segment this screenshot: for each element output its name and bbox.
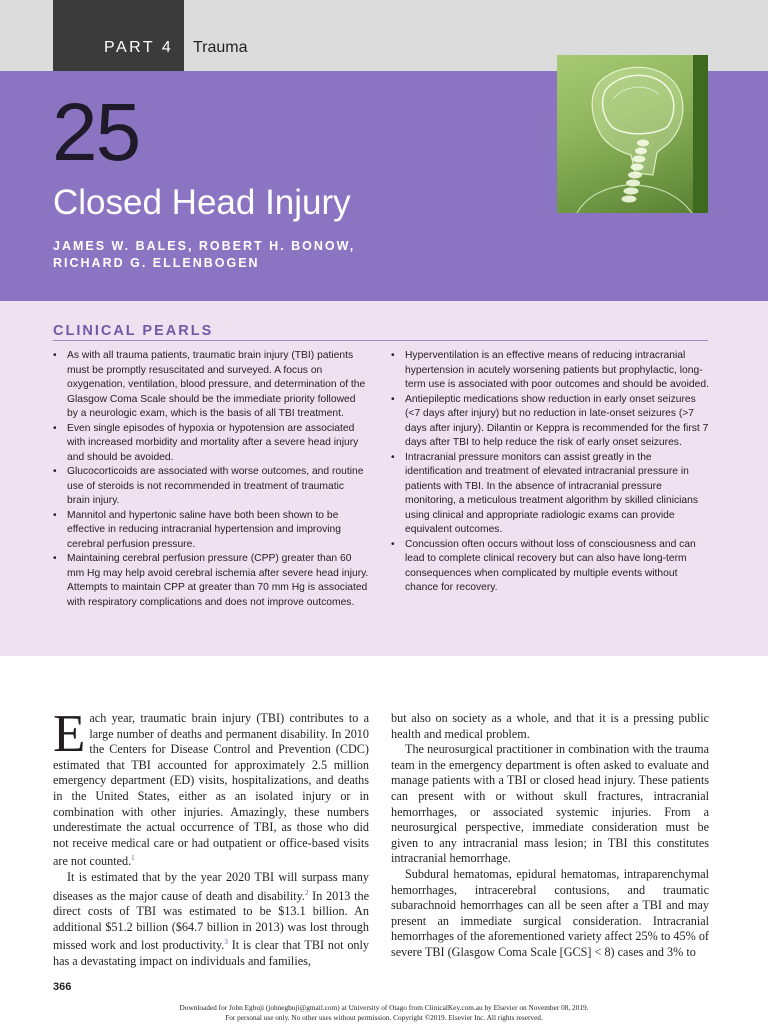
chapter-number: 25 xyxy=(52,87,140,178)
body-paragraph: It is estimated that by the year 2020 TBI will surpass many diseases as the major cause of death and disability.$^2$ In 2013 the direct costs of TBI was estimated to be $13.1 billion. An additional $51.2 billion ($64.7 billion in 2013) was lost through missed work and lost productivity.$^3$ It is clear that TBI not only has a devastating impact on individuals and families, xyxy=(53,870,369,969)
pearl-item: • Mannitol and hypertonic saline have both been shown to be effective in reducing intracranial hypertension and improving cerebral perfusion pressure. xyxy=(53,509,369,553)
pearl-item: • Antiepileptic medications show reduction in early onset seizures (<7 days after injury) but no reduction in late-onset seizures (>7 days after injury). Dilantin or Keppra is recommended for the first 7 days after TBI to help reduce the risk of early onset seizures. xyxy=(391,393,709,451)
download-footer xyxy=(0,1003,768,1022)
pearl-item: • Even single episodes of hypoxia or hypotension are associated with increased morbidity and mortality after a severe head injury and should be avoided. xyxy=(53,422,369,466)
part-title: Trauma xyxy=(193,39,248,56)
pearl-item: • As with all trauma patients, traumatic brain injury (TBI) patients must be promptly resuscitated and surveyed. A focus on oxygenation, ventilation, blood pressure, and determination of the Glasgow Coma Scale should be the immediate priority followed by a neurologic exam, which is the basis of all TBI treatment. xyxy=(53,349,369,422)
part-box xyxy=(53,0,184,71)
part-label: PART 4 xyxy=(104,39,174,56)
body-paragraph: The neurosurgical practitioner in combination with the trauma team in the emergency department is often asked to evaluate and manage patients with a TBI or closed head injury. These patients can present with or without skull fractures, intracranial hemorrhages, or associated systemic injuries. From a neurosurgical perspective, immediate consideration must be given to any intracranial mass lesion; in TBI this constitutes intracranial hemorrhage. xyxy=(391,742,709,866)
authors xyxy=(53,238,355,272)
chapter-title: Closed Head Injury xyxy=(53,183,351,222)
authors-line-2: RICHARD G. ELLENBOGEN xyxy=(53,256,260,270)
drop-cap: E xyxy=(53,705,86,763)
footer-line-2: For personal use only. No other uses without permission. Copyright ©2019. Elsevier Inc. All rights reserved. xyxy=(225,1012,543,1022)
reference-link[interactable]: 3 xyxy=(224,938,228,947)
pearl-item: • Concussion often occurs without loss of consciousness and can lead to complete clinical recovery but can also have long-term consequences when complicated by multiple events without chance for recovery. xyxy=(391,538,709,596)
reference-link[interactable]: 2 xyxy=(304,888,309,897)
pearl-item: • Maintaining cerebral perfusion pressure (CPP) greater than 60 mm Hg may help avoid cerebral ischemia after severe head injury. Attempts to maintain CPP at greater than 70 mm Hg is associated with respiratory complications and does not improve outcomes. xyxy=(53,552,369,610)
body-column-left xyxy=(53,705,369,970)
pearl-item: • Intracranial pressure monitors can assist greatly in the identification and treatment of elevated intracranial pressure in patients with TBI. In the absence of intracranial pressure monitoring, a meticulous treatment algorithm by skilled clinicians using clinical and appropriate radiologic exams can provide equivalent outcomes. xyxy=(391,451,709,538)
pearl-item: • Hyperventilation is an effective means of reducing intracranial hypertension in acutely worsening patients but prophylactic, long-term use is associated with poor outcomes and should be avoided. xyxy=(391,349,709,393)
pearls-right-list xyxy=(391,349,709,596)
skull-spine-xray-image xyxy=(557,55,708,213)
body-paragraph: but also on society as a whole, and that it is a pressing public health and medical problem. xyxy=(391,711,709,741)
authors-line-1: JAMES W. BALES, ROBERT H. BONOW, xyxy=(53,239,356,253)
image-edge-shadow xyxy=(693,55,708,213)
body-column-right xyxy=(391,711,709,961)
body-paragraph: Subdural hematomas, epidural hematomas, intraparenchymal hemorrhages, intracerebral contusions, and traumatic subarachnoid hemorrhages can all be seen after a TBI and may present an immediate surgical consideration. Intracranial hemorrhages of the aforementioned variety affect 25% to 45% of severe TBI (Glasgow Coma Scale [GCS] < 8) cases and 3% to xyxy=(391,866,709,959)
clinical-pearls-title: CLINICAL PEARLS xyxy=(53,323,214,339)
pearls-left-list xyxy=(53,349,369,610)
pearl-item: • Glucocorticoids are associated with worse outcomes, and routine use of steroids is not recommended in treatment of traumatic brain injury. xyxy=(53,465,369,509)
body-paragraph: Each year, traumatic brain injury (TBI) contributes to a large number of deaths and permanent disability. In 2010 the Centers for Disease Control and Prevention (CDC) estimated that TBI accounted for approximately 2.5 million emergency department (ED) visits, hospitalizations, and deaths in the United States, either as an isolated injury or in combination with other injuries. Amazingly, these numbers underestimate the actual occurrence of TBI, as those who did not receive medical care or had outpatient or office-based visits are not counted.$^1$ xyxy=(53,705,369,869)
clinical-pearls-rule xyxy=(53,340,708,341)
skull-spine-xray-icon xyxy=(557,55,708,213)
reference-link[interactable]: 1 xyxy=(131,854,135,863)
footer-line-1: Downloaded for John Egbuji (johnegbuji@gmail.com) at University of Otago from ClinicalKey.com.au by Elsevier on November 08, 2019. xyxy=(179,1003,589,1012)
page-number: 366 xyxy=(53,981,72,993)
